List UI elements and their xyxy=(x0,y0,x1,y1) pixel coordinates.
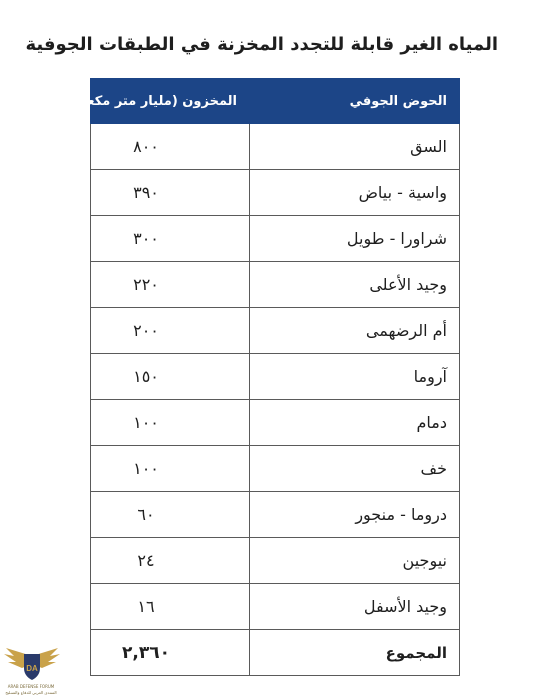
table-row xyxy=(91,170,460,216)
page-title: المياه الغير قابلة للتجدد المخزنة في الطبقات الجوفية xyxy=(25,34,498,55)
storage-value-cell: ١٦ xyxy=(91,584,250,630)
table-row xyxy=(91,308,460,354)
table-row xyxy=(91,446,460,492)
basin-name-cell: شراورا - طويل xyxy=(250,216,460,262)
table-header-row xyxy=(91,79,460,124)
logo-abbr: DA xyxy=(26,664,38,673)
storage-value-cell: ٣٩٠ xyxy=(91,170,250,216)
total-value-cell: ٢,٣٦٠ xyxy=(91,630,250,676)
storage-value-cell: ٢٤ xyxy=(91,538,250,584)
basin-name-cell: وجيد الأسفل xyxy=(250,584,460,630)
table-row xyxy=(91,124,460,170)
basin-name-cell: أم الرضهمى xyxy=(250,308,460,354)
basin-name-cell: دروما - منجور xyxy=(250,492,460,538)
storage-value-cell: ٦٠ xyxy=(91,492,250,538)
total-label-cell: المجموع xyxy=(250,630,460,676)
storage-value-cell: ١٠٠ xyxy=(91,400,250,446)
storage-value-cell: ١٥٠ xyxy=(91,354,250,400)
basin-name-cell: واسية - بياض xyxy=(250,170,460,216)
storage-value-cell: ٨٠٠ xyxy=(91,124,250,170)
table-row xyxy=(91,262,460,308)
basin-name-cell: وجيد الأعلى xyxy=(250,262,460,308)
storage-value-cell: ١٠٠ xyxy=(91,446,250,492)
table-row xyxy=(91,584,460,630)
basin-name-cell: آروما xyxy=(250,354,460,400)
storage-value-cell: ٣٠٠ xyxy=(91,216,250,262)
aquifer-table xyxy=(67,78,460,676)
logo-line1: ARAB DEFENSE FORUM xyxy=(7,684,55,689)
basin-name-cell: خف xyxy=(250,446,460,492)
header-storage: المخزون (مليار متر مكعب) xyxy=(91,79,250,124)
storage-value-cell: ٢٠٠ xyxy=(91,308,250,354)
basin-name-cell: دمام xyxy=(250,400,460,446)
basin-name-cell: السق xyxy=(250,124,460,170)
logo-line2: المنتدى العربي للدفاع والتسليح xyxy=(5,690,57,695)
total-row xyxy=(91,630,460,676)
table-row xyxy=(91,400,460,446)
table-row xyxy=(91,538,460,584)
table-row xyxy=(91,492,460,538)
table-row xyxy=(91,354,460,400)
header-basin: الحوض الجوفي xyxy=(250,79,460,124)
table-row xyxy=(91,216,460,262)
table-body xyxy=(91,124,460,676)
storage-value-cell: ٢٢٠ xyxy=(91,262,250,308)
basin-name-cell: نيوجين xyxy=(250,538,460,584)
